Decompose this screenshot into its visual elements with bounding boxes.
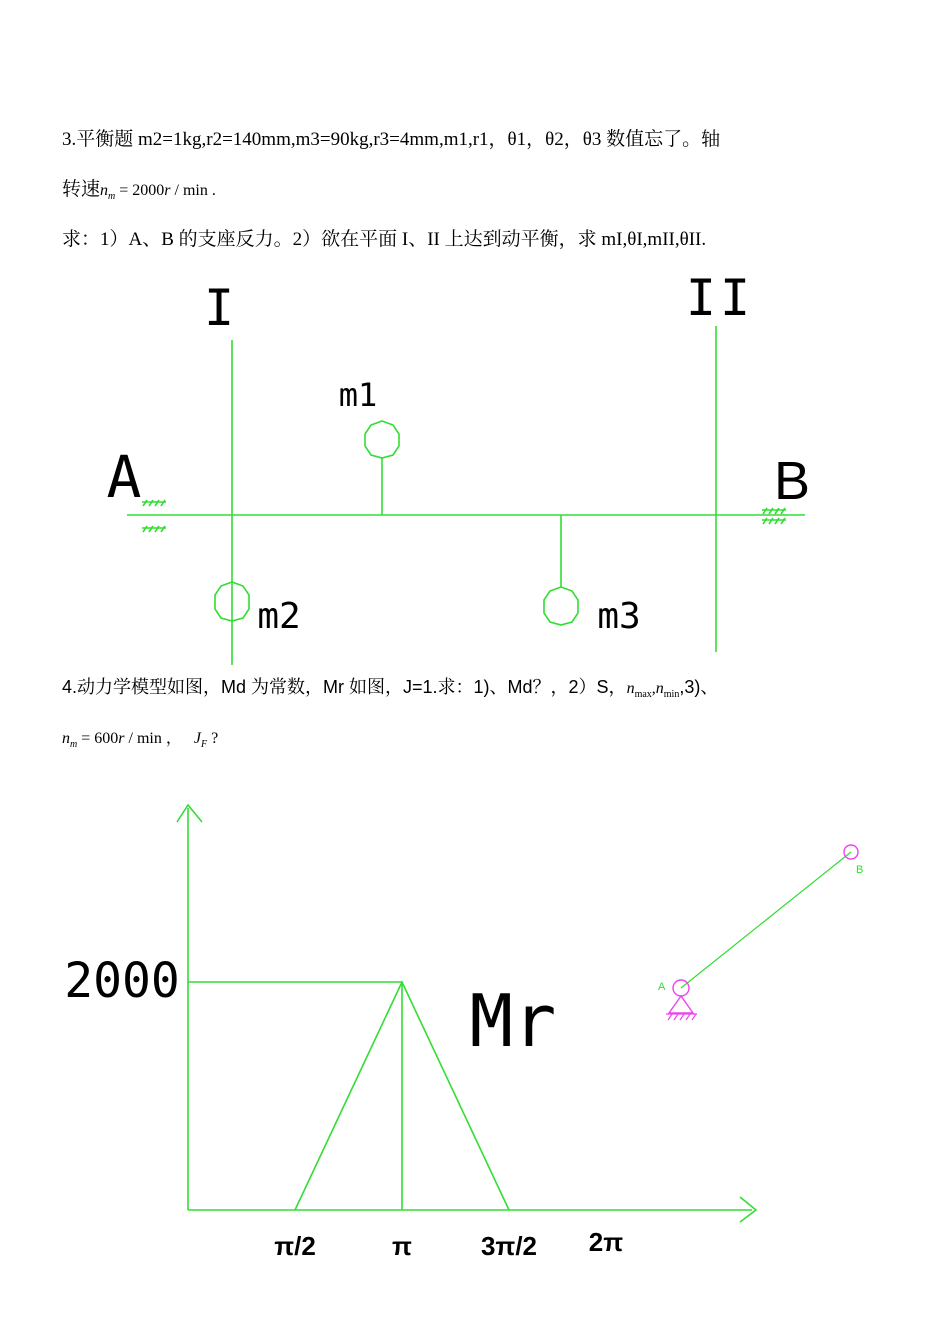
x-tick-label: π — [392, 1231, 412, 1261]
pivot-A-ground — [666, 1014, 697, 1020]
speed-sub: m — [108, 191, 116, 202]
nmin-var: n — [655, 680, 664, 697]
sep: , — [651, 680, 656, 697]
pivot-A-support — [669, 996, 693, 1013]
nmax-var: n — [626, 680, 635, 697]
problem4-statement-end: ,3)、 — [679, 677, 719, 697]
plane-II-label: II — [685, 269, 755, 327]
plane-I-label: I — [203, 279, 235, 337]
link-AB — [681, 852, 851, 988]
nm-unit-rest: / min ， — [124, 730, 182, 747]
jf-sub: F — [200, 739, 208, 750]
x-tick-label: 3π/2 — [480, 1231, 538, 1261]
mass2-label: m2 — [257, 596, 301, 637]
mass3-label: m3 — [597, 596, 641, 637]
jf-question: ? — [207, 730, 219, 747]
mass1-label: m1 — [338, 376, 378, 414]
nmin-sub: min — [663, 689, 680, 700]
nm-var: n — [62, 730, 70, 747]
speed-unit-rest: / min . — [170, 182, 216, 199]
end-B-label: B — [856, 864, 864, 876]
speed-value: = 2000 — [115, 182, 165, 199]
support-A-label: A — [106, 443, 142, 511]
nm-unit-r: r — [118, 730, 125, 747]
nm-value: = 600 — [77, 730, 119, 747]
nmax-sub: max — [634, 689, 652, 700]
problem3-statement: 3.平衡题 m2=1kg,r2=140mm,m3=90kg,r3=4mm,m1,r1，θ1，θ2，θ3 数值忘了。轴 — [62, 129, 721, 150]
problem4-statement: 4.动力学模型如图，Md 为常数，Mr 如图，J=1.求：1)、Md？，2）S， — [62, 677, 627, 697]
y-value-label: 2000 — [64, 953, 180, 1009]
pivot-A-label: A — [658, 981, 666, 993]
speed-var: n — [100, 182, 109, 199]
nm-sub: m — [70, 739, 78, 750]
support-B-label: B — [773, 451, 811, 511]
x-tick-label: 2π — [588, 1227, 624, 1257]
speed-unit-r: r — [164, 182, 171, 199]
x-tick-label: π/2 — [274, 1231, 316, 1261]
mr-series-label: Mr — [469, 979, 557, 1063]
jf-var: J — [193, 730, 201, 747]
speed-label: 转速 — [62, 179, 101, 200]
problem3-question: 求：1）A、B 的支座反力。2）欲在平面 I、II 上达到动平衡，求 mI,θI,mII,θII. — [62, 229, 707, 250]
